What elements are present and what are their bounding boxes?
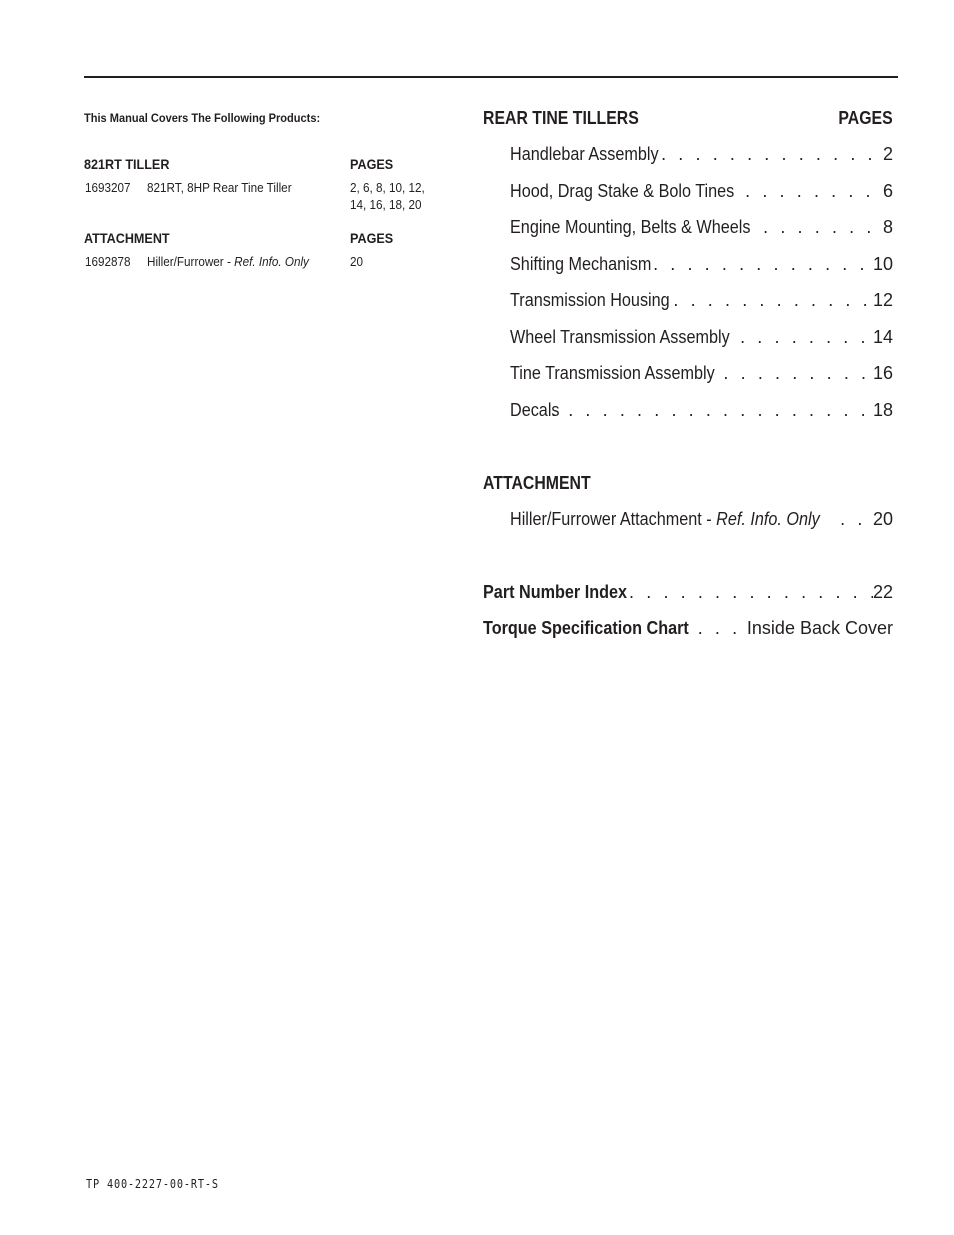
tiller-pages-line1: 2, 6, 8, 10, 12, bbox=[350, 180, 425, 195]
tiller-pages-line2: 14, 16, 18, 20 bbox=[350, 197, 422, 212]
toc-pages-header: PAGES bbox=[838, 108, 893, 128]
toc-entry[interactable]: Decals . . . 18 bbox=[510, 400, 893, 424]
intro-heading: This Manual Covers The Following Products: bbox=[84, 111, 321, 125]
attachment-header: ATTACHMENT bbox=[84, 230, 170, 246]
attachment-pages: 20 bbox=[350, 254, 364, 269]
document-code: TP 400-2227-00-RT-S bbox=[86, 1177, 219, 1191]
toc-entry[interactable]: Transmission Housing . . . 12 bbox=[510, 290, 893, 314]
section-attachment: ATTACHMENT bbox=[483, 473, 591, 493]
toc-entry[interactable]: Engine Mounting, Belts & Wheels . . . 8 bbox=[510, 217, 893, 241]
toc-entry[interactable]: Handlebar Assembly . . . 2 bbox=[510, 144, 893, 168]
toc-entry-torque-chart[interactable]: Torque Specification Chart . . . Inside Back Cover bbox=[483, 618, 893, 642]
tiller-header: 821RT TILLER bbox=[84, 156, 170, 172]
header-rule bbox=[84, 76, 898, 78]
attachment-part-number: 1692878 bbox=[85, 254, 131, 269]
section-rear-tine-tillers: REAR TINE TILLERS bbox=[483, 108, 639, 128]
tiller-part-number: 1693207 bbox=[85, 180, 131, 195]
toc-entry-part-number-index[interactable]: Part Number Index . . . 22 bbox=[483, 582, 893, 606]
toc-entry[interactable]: Shifting Mechanism . . . 10 bbox=[510, 254, 893, 278]
toc-entry-attachment[interactable]: Hiller/Furrower Attachment - Ref. Info. Only . . . 20 bbox=[510, 509, 893, 533]
toc-entry[interactable]: Hood, Drag Stake & Bolo Tines . . . 6 bbox=[510, 181, 893, 205]
toc-entry[interactable]: Wheel Transmission Assembly . . . 14 bbox=[510, 327, 893, 351]
attachment-description: Hiller/Furrower - Ref. Info. Only bbox=[147, 254, 309, 269]
attachment-pages-header: PAGES bbox=[350, 230, 394, 246]
tiller-description: 821RT, 8HP Rear Tine Tiller bbox=[147, 180, 292, 195]
tiller-pages-header: PAGES bbox=[350, 156, 394, 172]
toc-entry[interactable]: Tine Transmission Assembly . . . 16 bbox=[510, 363, 893, 387]
